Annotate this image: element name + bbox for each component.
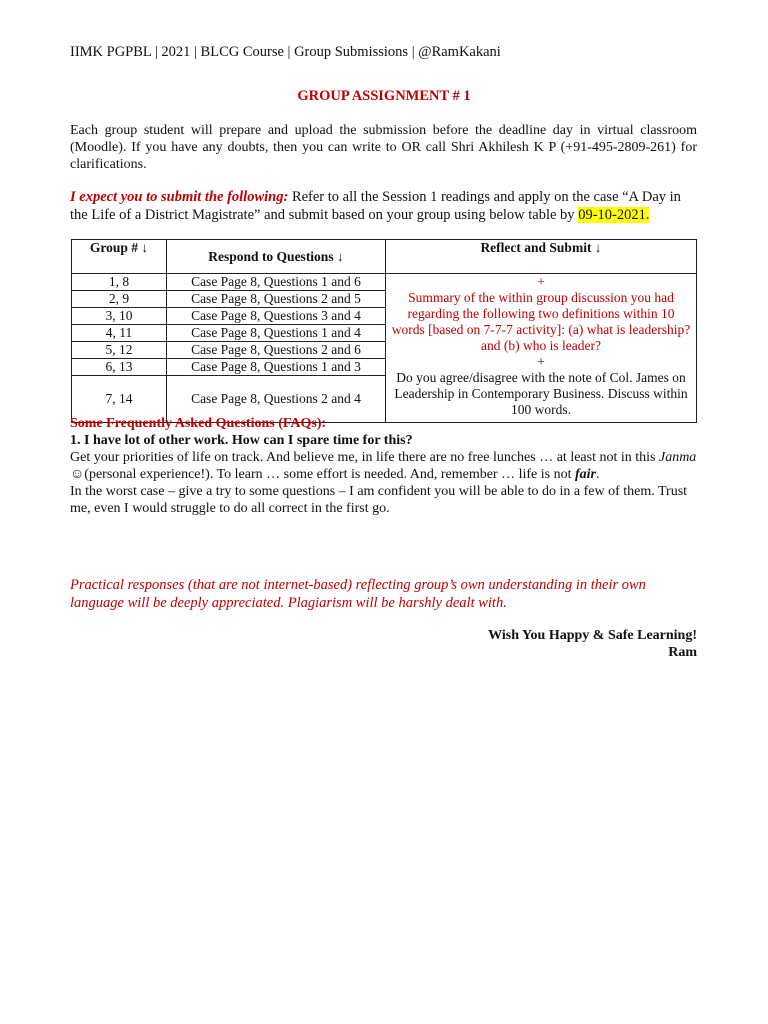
reflect-cell (386, 274, 697, 423)
faq-section (70, 415, 697, 517)
table-row (72, 274, 697, 291)
questions-cell: Case Page 8, Questions 2 and 4 (167, 376, 386, 423)
group-cell: 4, 11 (72, 325, 167, 342)
faq-answer-1-text-2: (personal experience!). To learn … some effort is needed. And, remember … life is not (84, 467, 575, 482)
practical-note: Practical responses (that are not internet-based) reflecting group’s own understanding in their own language will be deeply appreciated. Plagiarism will be harshly dealt with. (70, 577, 646, 611)
faq-answer-1-end: . (595, 467, 600, 482)
closing-wish: Wish You Happy & Safe Learning! (488, 628, 697, 643)
faq-fair: fair (574, 467, 596, 482)
reflect-summary: Summary of the within group discussion you had regarding the following two definitions within 10 words [based on 7-7-7 activity]: (a) what is leadership? and (b) who is leader? (391, 290, 691, 353)
group-cell: 6, 13 (72, 359, 167, 376)
faq-answer-1 (70, 449, 697, 483)
questions-cell: Case Page 8, Questions 1 and 4 (167, 325, 386, 342)
assignment-table (71, 239, 697, 423)
header-group: Group # ↓ (72, 240, 167, 274)
header-reflect: Reflect and Submit ↓ (386, 240, 697, 274)
smiley-icon: ☺ (70, 467, 85, 482)
group-cell: 7, 14 (72, 376, 167, 423)
reflect-plus-2: + (537, 354, 545, 369)
faq-answer-1-text: Get your priorities of life on track. And believe me, in life there are no free lunches … at least not in this (70, 450, 659, 465)
header-respond: Respond to Questions ↓ (167, 240, 386, 274)
page-header: IIMK PGPBL | 2021 | BLCG Course | Group Submissions | @RamKakani (70, 44, 501, 60)
intro-paragraph: Each group student will prepare and upload the submission before the deadline day in virtual classroom (Moodle). If you have any doubts, then you can write to OR call Shri Akhilesh K P (+91-495-2809-261) for clarifications. (70, 123, 697, 172)
faq-janma: Janma (658, 450, 697, 465)
reflect-plus-1: + (537, 274, 545, 289)
group-cell: 2, 9 (72, 291, 167, 308)
questions-cell: Case Page 8, Questions 2 and 5 (167, 291, 386, 308)
questions-cell: Case Page 8, Questions 1 and 3 (167, 359, 386, 376)
expectation-paragraph (70, 188, 697, 224)
closing-signature (488, 627, 697, 661)
faq-title: Some Frequently Asked Questions (FAQs): (70, 416, 327, 431)
questions-cell: Case Page 8, Questions 1 and 6 (167, 274, 386, 291)
group-cell: 1, 8 (72, 274, 167, 291)
faq-answer-2: In the worst case – give a try to some questions – I am confident you will be able to do in a few of them. Trust me, even I would struggle to do all correct in the first go. (70, 484, 688, 516)
questions-cell: Case Page 8, Questions 3 and 4 (167, 308, 386, 325)
faq-question-1: 1. I have lot of other work. How can I spare time for this? (70, 433, 413, 448)
group-cell: 3, 10 (72, 308, 167, 325)
group-cell: 5, 12 (72, 342, 167, 359)
expectation-lead: I expect you to submit the following: (70, 189, 289, 205)
expectation-body: Refer to all the Session 1 readings and apply on the case “A Day in the Life of a District Magistrate” and submit based on your group using below table by (70, 189, 681, 223)
questions-cell: Case Page 8, Questions 2 and 6 (167, 342, 386, 359)
assignment-title: GROUP ASSIGNMENT # 1 (297, 88, 471, 104)
table-header-row (72, 240, 697, 274)
closing-name: Ram (668, 645, 697, 660)
reflect-agree: Do you agree/disagree with the note of Col. James on Leadership in Contemporary Business. Discuss within 100 words. (394, 370, 688, 417)
deadline-highlight: 09-10-2021. (578, 207, 650, 223)
